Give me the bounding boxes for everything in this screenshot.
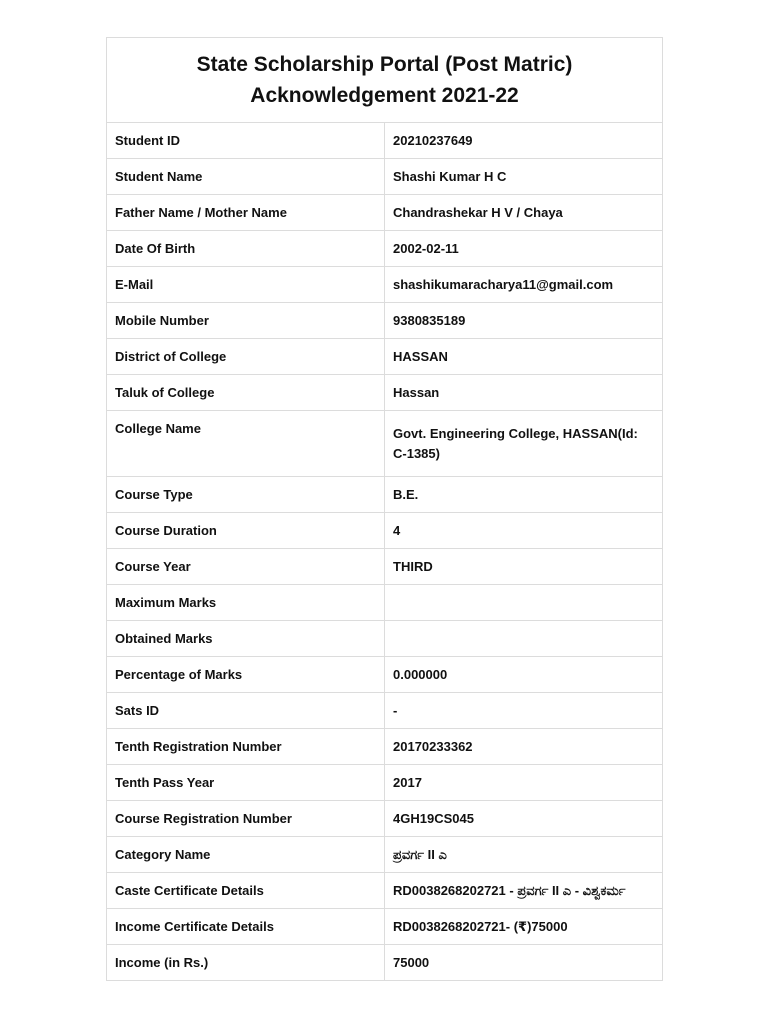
- value-obtained-marks: [385, 621, 663, 657]
- row-course-registration-number: [107, 801, 663, 837]
- label-tenth-pass-year: Tenth Pass Year: [107, 765, 385, 801]
- value-percentage-of-marks: 0.000000: [385, 657, 663, 693]
- label-student-id: Student ID: [107, 123, 385, 159]
- value-email: shashikumaracharya11@gmail.com: [385, 267, 663, 303]
- label-income: Income (in Rs.): [107, 945, 385, 981]
- value-income: 75000: [385, 945, 663, 981]
- value-course-registration-number: 4GH19CS045: [385, 801, 663, 837]
- row-email: [107, 267, 663, 303]
- row-caste-certificate-details: [107, 873, 663, 909]
- title-row: [107, 38, 663, 123]
- value-tenth-registration-number: 20170233362: [385, 729, 663, 765]
- label-percentage-of-marks: Percentage of Marks: [107, 657, 385, 693]
- row-tenth-pass-year: [107, 765, 663, 801]
- value-date-of-birth: 2002-02-11: [385, 231, 663, 267]
- value-college-name: Govt. Engineering College, HASSAN(Id: C-1385): [385, 411, 663, 477]
- value-sats-id: -: [385, 693, 663, 729]
- label-caste-certificate-details: Caste Certificate Details: [107, 873, 385, 909]
- row-maximum-marks: [107, 585, 663, 621]
- value-course-type: B.E.: [385, 477, 663, 513]
- row-income: [107, 945, 663, 981]
- label-maximum-marks: Maximum Marks: [107, 585, 385, 621]
- row-category-name: [107, 837, 663, 873]
- label-district-of-college: District of College: [107, 339, 385, 375]
- row-student-id: [107, 123, 663, 159]
- row-sats-id: [107, 693, 663, 729]
- row-course-type: [107, 477, 663, 513]
- row-student-name: [107, 159, 663, 195]
- title-line-1: State Scholarship Portal (Post Matric): [196, 53, 573, 76]
- label-parent-name: Father Name / Mother Name: [107, 195, 385, 231]
- value-district-of-college: HASSAN: [385, 339, 663, 375]
- value-maximum-marks: [385, 585, 663, 621]
- label-student-name: Student Name: [107, 159, 385, 195]
- label-obtained-marks: Obtained Marks: [107, 621, 385, 657]
- row-tenth-registration-number: [107, 729, 663, 765]
- label-college-name: College Name: [107, 411, 385, 477]
- label-course-registration-number: Course Registration Number: [107, 801, 385, 837]
- value-course-year: THIRD: [385, 549, 663, 585]
- row-date-of-birth: [107, 231, 663, 267]
- label-category-name: Category Name: [107, 837, 385, 873]
- label-course-type: Course Type: [107, 477, 385, 513]
- label-date-of-birth: Date Of Birth: [107, 231, 385, 267]
- row-course-year: [107, 549, 663, 585]
- value-course-duration: 4: [385, 513, 663, 549]
- value-parent-name: Chandrashekar H V / Chaya: [385, 195, 663, 231]
- label-tenth-registration-number: Tenth Registration Number: [107, 729, 385, 765]
- value-taluk-of-college: Hassan: [385, 375, 663, 411]
- value-student-name: Shashi Kumar H C: [385, 159, 663, 195]
- label-email: E-Mail: [107, 267, 385, 303]
- row-parent-name: [107, 195, 663, 231]
- label-taluk-of-college: Taluk of College: [107, 375, 385, 411]
- label-mobile-number: Mobile Number: [107, 303, 385, 339]
- row-district-of-college: [107, 339, 663, 375]
- row-obtained-marks: [107, 621, 663, 657]
- label-course-year: Course Year: [107, 549, 385, 585]
- acknowledgement-sheet: [106, 37, 663, 981]
- title-line-2: Acknowledgement 2021-22: [250, 84, 519, 107]
- row-income-certificate-details: [107, 909, 663, 945]
- row-course-duration: [107, 513, 663, 549]
- row-college-name: [107, 411, 663, 477]
- value-income-certificate-details: RD0038268202721- (₹)75000: [385, 909, 663, 945]
- value-mobile-number: 9380835189: [385, 303, 663, 339]
- label-course-duration: Course Duration: [107, 513, 385, 549]
- value-caste-certificate-details: RD0038268202721 - ಪ್ರವರ್ಗ II ಎ - ವಿಶ್ವಕರ್ಮ: [385, 873, 663, 909]
- value-student-id: 20210237649: [385, 123, 663, 159]
- acknowledgement-table: [106, 37, 663, 981]
- value-category-name: ಪ್ರವರ್ಗ II ಎ: [385, 837, 663, 873]
- label-sats-id: Sats ID: [107, 693, 385, 729]
- row-mobile-number: [107, 303, 663, 339]
- row-percentage-of-marks: [107, 657, 663, 693]
- row-taluk-of-college: [107, 375, 663, 411]
- value-tenth-pass-year: 2017: [385, 765, 663, 801]
- document-title: [107, 38, 663, 123]
- label-income-certificate-details: Income Certificate Details: [107, 909, 385, 945]
